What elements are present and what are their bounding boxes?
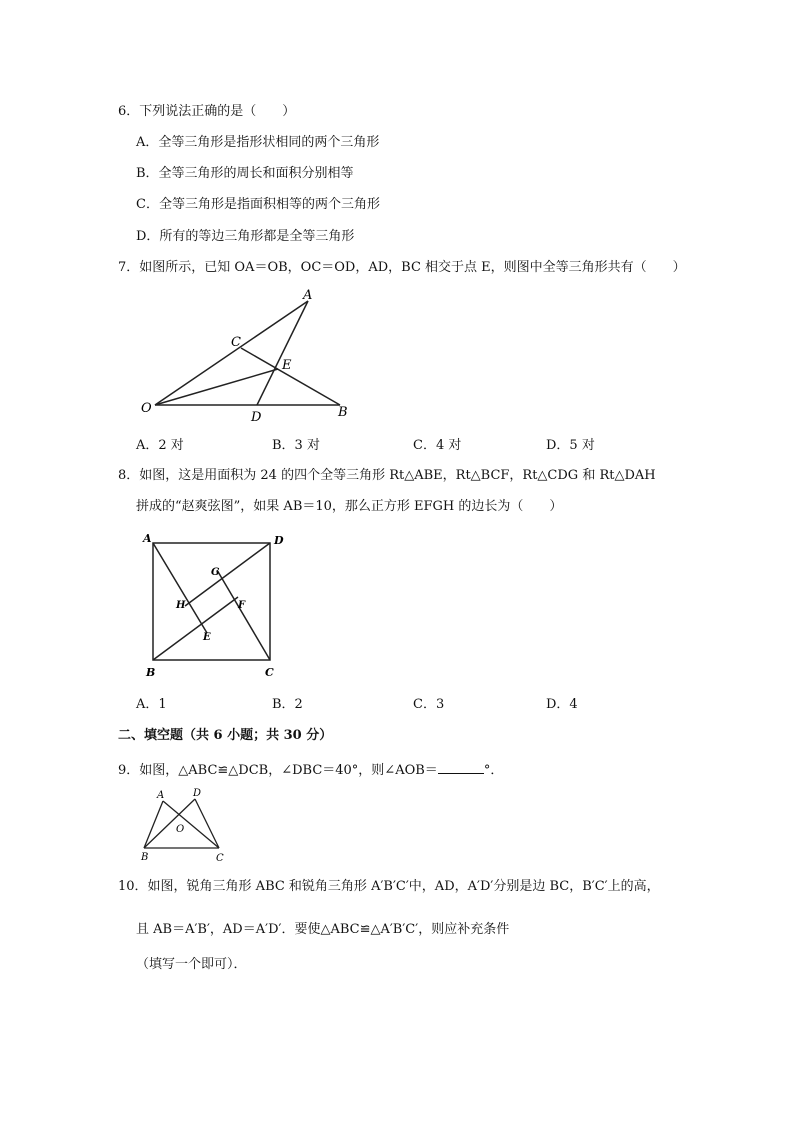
q9-segment-dc bbox=[195, 799, 219, 848]
q7-option-c: C．4 对 bbox=[413, 438, 462, 453]
q9-label-o: O bbox=[176, 824, 185, 835]
q6-stem: 6．下列说法正确的是（ ） bbox=[118, 104, 296, 119]
q8-segment-ae bbox=[153, 543, 207, 633]
q10-line3: （填写一个即可）． bbox=[136, 957, 247, 972]
q7-label-d: D bbox=[251, 410, 262, 425]
q9-stem-post: °． bbox=[483, 763, 504, 778]
q8-option-a: A．1 bbox=[136, 697, 167, 712]
q7-label-e: E bbox=[282, 358, 292, 373]
q8-option-b: B．2 bbox=[272, 697, 303, 712]
q6-option-c: C．全等三角形是指面积相等的两个三角形 bbox=[136, 197, 380, 212]
section-fill-in-heading: 二、填空题（共 6 小题；共 30 分） bbox=[118, 728, 333, 743]
q9-label-b: B bbox=[141, 852, 149, 863]
q9-stem-pre: 9．如图，△ABC≌△DCB，∠DBC＝40°，则∠AOB＝ bbox=[118, 763, 438, 778]
q7-label-o: O bbox=[141, 401, 152, 416]
q8-label-g: G bbox=[211, 567, 220, 578]
q7-option-a: A．2 对 bbox=[136, 438, 184, 453]
q8-label-f: F bbox=[238, 600, 246, 611]
q7-figure bbox=[135, 285, 365, 425]
q8-outer-square bbox=[153, 543, 270, 660]
q10-line2: 且 AB＝A′B′，AD＝A′D′．要使△ABC≌△A′B′C′，则应补充条件 bbox=[136, 922, 510, 937]
q7-label-b: B bbox=[338, 405, 348, 420]
q7-option-d: D．5 对 bbox=[546, 438, 595, 453]
q8-figure bbox=[140, 530, 295, 682]
q8-option-c: C．3 bbox=[413, 697, 445, 712]
q6-option-b: B．全等三角形的周长和面积分别相等 bbox=[136, 166, 354, 181]
q8-segment-bf bbox=[153, 597, 238, 660]
q7-label-c: C bbox=[231, 335, 241, 350]
q9-stem bbox=[118, 760, 503, 780]
q7-segment-cb bbox=[241, 348, 340, 405]
q8-segment-cg bbox=[217, 570, 270, 660]
q7-segment-ad bbox=[257, 301, 308, 405]
q10-line1: 10．如图，锐角三角形 ABC 和锐角三角形 A′B′C′中，AD，A′D′分别是边 BC，B′C′上的高， bbox=[118, 879, 660, 894]
q8-option-d: D．4 bbox=[546, 697, 578, 712]
q8-stem-line1: 8．如图，这是用面积为 24 的四个全等三角形 Rt△ABE，Rt△BCF，Rt△CDG 和 Rt△DAH bbox=[118, 468, 656, 483]
q7-label-a: A bbox=[303, 288, 313, 303]
q8-label-c: C bbox=[265, 666, 274, 679]
q6-option-a: A．全等三角形是指形状相同的两个三角形 bbox=[136, 135, 380, 150]
q8-label-h: H bbox=[176, 600, 186, 611]
q8-label-d: D bbox=[274, 534, 284, 547]
q8-stem-line2: 拼成的“赵爽弦图”，如果 AB＝10，那么正方形 EFGH 的边长为（ ） bbox=[136, 499, 563, 514]
q9-segment-ab bbox=[144, 801, 163, 848]
q7-option-b: B．3 对 bbox=[272, 438, 320, 453]
q9-answer-blank[interactable] bbox=[438, 760, 484, 774]
q6-option-d: D．所有的等边三角形都是全等三角形 bbox=[136, 229, 355, 244]
q7-segment-oa bbox=[155, 301, 308, 405]
q7-stem: 7．如图所示，已知 OA＝OB，OC＝OD，AD，BC 相交于点 E，则图中全等三角形共有（ ） bbox=[118, 260, 686, 275]
q9-figure bbox=[135, 784, 235, 864]
q8-label-a: A bbox=[143, 532, 152, 545]
q8-label-e: E bbox=[203, 632, 211, 643]
q9-label-a: A bbox=[157, 790, 165, 801]
q9-label-d: D bbox=[193, 788, 202, 799]
q9-segment-ac bbox=[163, 801, 219, 848]
q8-segment-dh bbox=[185, 543, 270, 606]
q8-label-b: B bbox=[146, 666, 156, 679]
q9-label-c: C bbox=[216, 853, 224, 864]
